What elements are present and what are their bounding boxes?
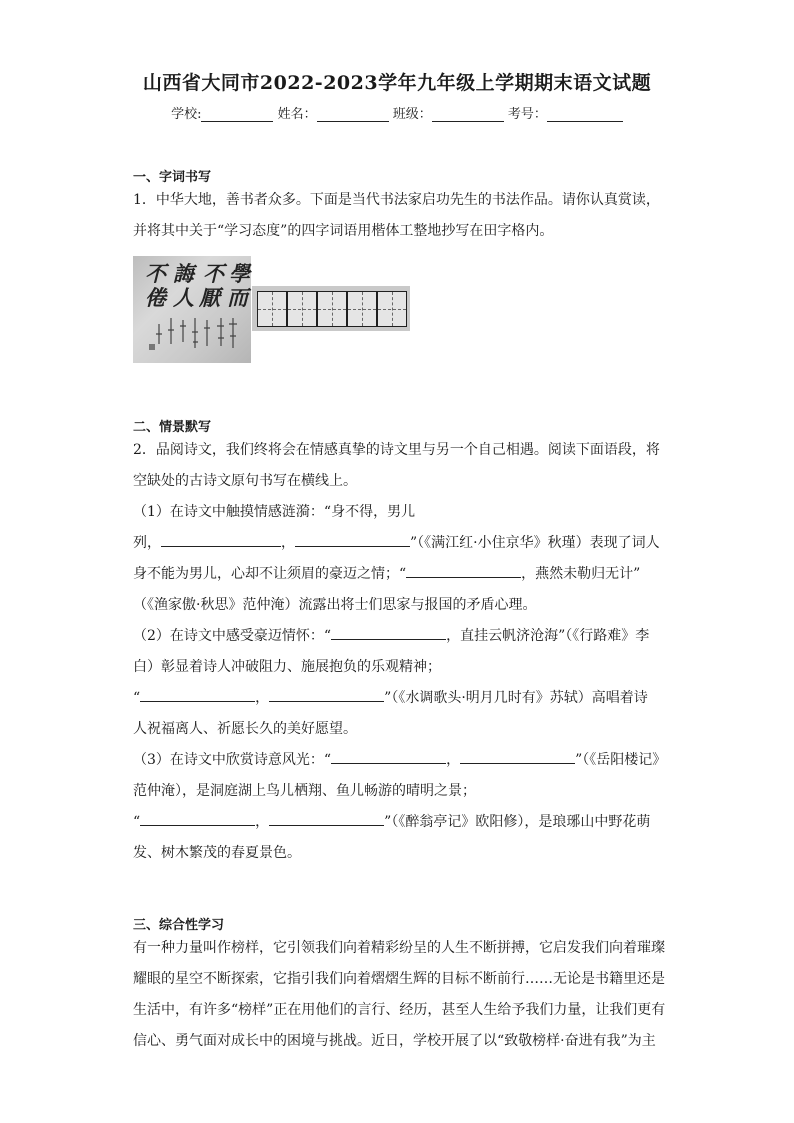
calligraphy-inscription: [143, 314, 243, 358]
text-fragment: ”（《水调歌头·明月几时有》苏轼）高唱着诗: [384, 690, 648, 706]
question-2-line: 空缺处的古诗文原句书写在横线上。: [133, 473, 357, 489]
text-fragment: “: [133, 690, 141, 706]
tianzige-grid[interactable]: [252, 286, 410, 331]
answer-blank[interactable]: [269, 811, 384, 826]
tianzige-cell[interactable]: [317, 291, 347, 327]
text-fragment: ，直挂云帆济沧海”（《行路难》李: [446, 628, 650, 644]
section-3-text: [133, 933, 673, 1057]
tianzige-cell[interactable]: [377, 291, 407, 327]
text-fragment: ，: [255, 814, 270, 830]
answer-blank[interactable]: [140, 687, 255, 702]
question-2-text: [133, 435, 673, 869]
text-fragment: ，燕然未勒归无计”: [521, 566, 641, 582]
student-info-line: [0, 103, 794, 122]
calligraphy-char: 誨: [173, 261, 194, 286]
calligraphy-char: 不: [145, 261, 166, 286]
text-fragment: “: [133, 814, 141, 830]
sub-question-1-line: [133, 528, 673, 559]
calligraphy-char: 而: [227, 285, 248, 310]
sub-question-3-line: [133, 807, 673, 838]
text-fragment: （3）在诗文中欣赏诗意风光：“: [133, 752, 332, 768]
text-fragment: 身不能为男儿，心却不让须眉的豪迈之情；“: [133, 566, 407, 582]
text-fragment: ”（《岳阳楼记》: [575, 752, 667, 768]
name-label: 姓名：: [277, 107, 317, 122]
sub-question-2-line: 白）彰显着诗人冲破阻力、施展抱负的乐观精神；: [133, 659, 441, 675]
answer-blank[interactable]: [269, 687, 384, 702]
class-label: 班级：: [392, 107, 432, 122]
question-1-line: 并将其中关于“学习态度”的四字词语用楷体工整地抄写在田字格内。: [133, 223, 554, 239]
calligraphy-char: 倦: [145, 285, 166, 310]
school-blank[interactable]: [201, 107, 273, 122]
paragraph-line: 有一种力量叫作榜样，它引领我们向着精彩纷呈的人生不断拼搏，它启发我们向着璀璨: [133, 940, 665, 956]
text-fragment: （2）在诗文中感受豪迈情怀：“: [133, 628, 332, 644]
page-title: 山西省大同市2022-2023学年九年级上学期期末语文试题: [142, 72, 652, 94]
number-blank[interactable]: [547, 107, 623, 122]
section-heading-1: 一、字词书写: [133, 170, 212, 185]
answer-blank[interactable]: [331, 625, 446, 640]
school-label: 学校:: [171, 107, 202, 122]
calligraphy-image: [133, 256, 251, 363]
answer-blank[interactable]: [406, 563, 521, 578]
sub-question-3-line: 发、树木繁茂的春夏景色。: [133, 845, 301, 861]
text-fragment: ，: [255, 690, 270, 706]
question-1-text: [133, 185, 673, 247]
sub-question-3-line: 范仲淹），是洞庭湖上鸟儿栖翔、鱼儿畅游的晴明之景；: [133, 783, 476, 799]
tianzige-cell[interactable]: [257, 291, 287, 327]
answer-blank[interactable]: [331, 749, 446, 764]
text-fragment: ”（《满江红·小住京华》秋瑾）表现了词人: [410, 535, 660, 551]
name-blank[interactable]: [317, 107, 389, 122]
question-1-line: 1．中华大地，善书者众多。下面是当代书法家启功先生的书法作品。请你认真赏读，: [133, 192, 660, 208]
sub-question-2-line: [133, 621, 673, 652]
paragraph-line: 生活中，有许多“榜样”正在用他们的言行、经历，甚至人生给予我们力量，让我们更有: [133, 1002, 666, 1018]
calligraphy-char: 厭: [199, 285, 220, 310]
section-heading-3: 三、综合性学习: [133, 918, 225, 933]
sub-question-2-line: [133, 683, 673, 714]
calligraphy-char: 不: [203, 261, 224, 286]
calligraphy-char: 人: [173, 285, 194, 310]
paragraph-line: 信心、勇气面对成长中的困境与挑战。近日，学校开展了以“致敬榜样·奋进有我”为主: [133, 1033, 656, 1049]
answer-blank[interactable]: [161, 532, 281, 547]
sub-question-1-line: [133, 559, 673, 590]
question-2-line: 2．品阅诗文，我们终将会在情感真挚的诗文里与另一个自己相遇。阅读下面语段，将: [133, 442, 660, 458]
answer-blank[interactable]: [140, 811, 255, 826]
answer-blank[interactable]: [460, 749, 575, 764]
text-fragment: ”（《醉翁亭记》欧阳修），是琅琊山中野花萌: [384, 814, 651, 830]
tianzige-cell[interactable]: [347, 291, 377, 327]
text-fragment: 列，: [133, 535, 161, 551]
number-label: 考号：: [507, 107, 547, 122]
tianzige-cell[interactable]: [287, 291, 317, 327]
text-fragment: ，: [446, 752, 461, 768]
section-heading-2: 二、情景默写: [133, 420, 212, 435]
sub-question-3-line: [133, 745, 673, 776]
text-fragment: ，: [281, 535, 295, 551]
answer-blank[interactable]: [295, 532, 410, 547]
paragraph-line: 耀眼的星空不断探索，它指引我们向着熠熠生辉的目标不断前行……无论是书籍里还是: [133, 971, 665, 987]
calligraphy-char: 學: [229, 261, 250, 286]
sub-question-2-line: 人祝福离人、祈愿长久的美好愿望。: [133, 721, 357, 737]
sub-question-1-line: （《渔家傲·秋思》范仲淹）流露出将士们思家与报国的矛盾心理。: [133, 597, 537, 613]
class-blank[interactable]: [432, 107, 504, 122]
sub-question-1: （1）在诗文中触摸情感涟漪：“身不得，男儿: [133, 504, 416, 520]
